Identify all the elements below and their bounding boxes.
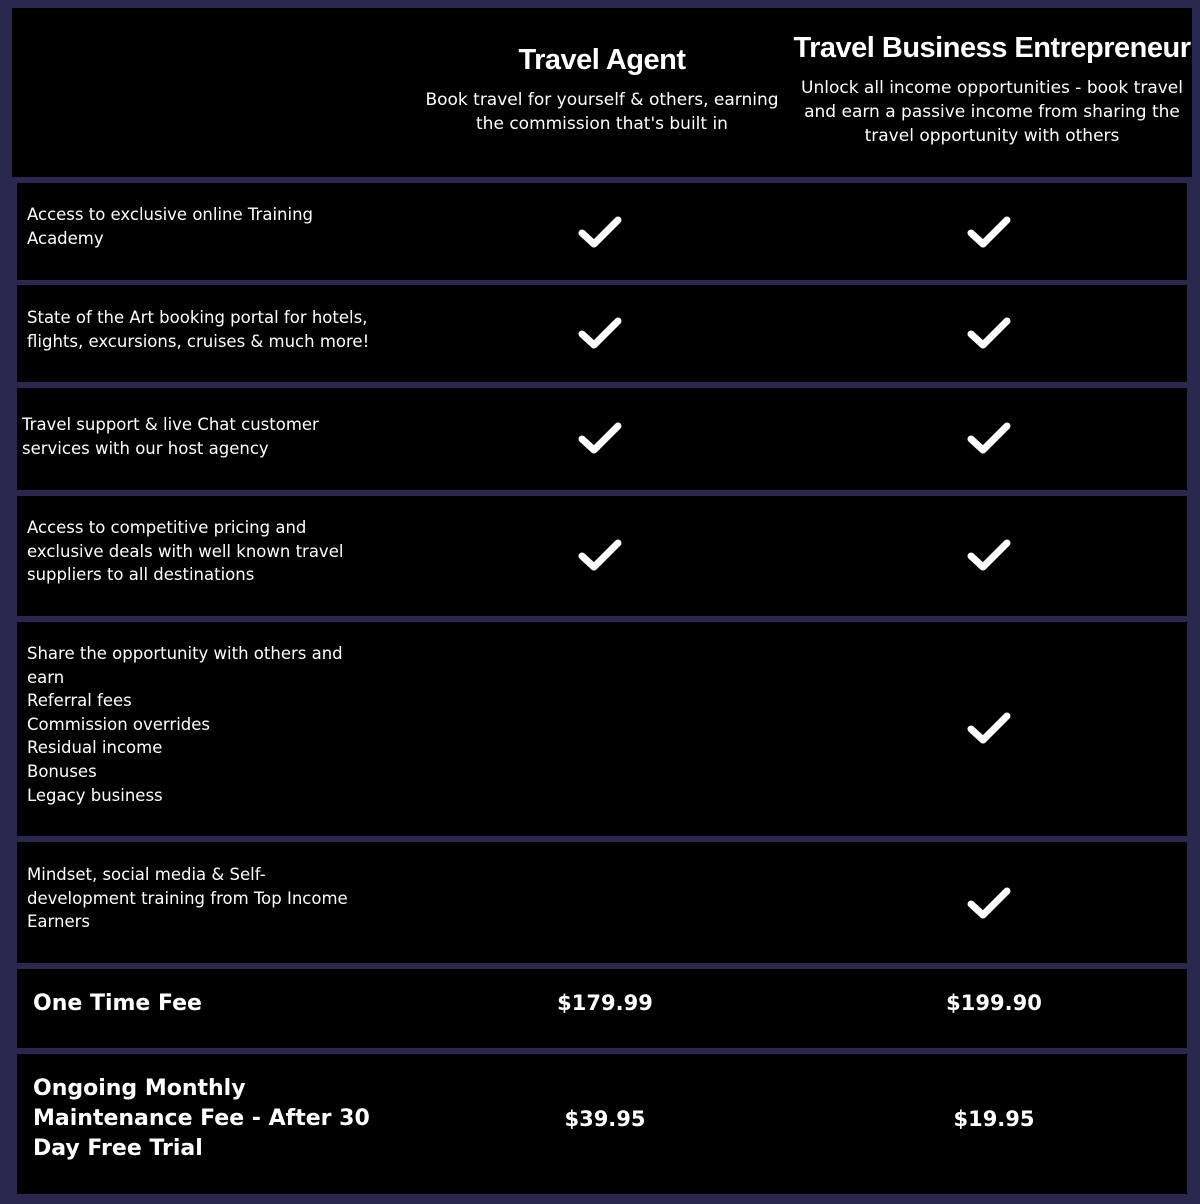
plan-title-travel-business-entrepreneur: Travel Business Entrepreneur — [793, 32, 1191, 64]
feature-label: Travel support & live Chat customer services with our host agency — [22, 415, 319, 458]
check-icon — [966, 710, 1012, 746]
feature-label: Access to competitive pricing and exclusive deals with well known travel suppliers to all destinations — [27, 518, 344, 585]
price-travel-business-entrepreneur: $19.95 — [953, 1107, 1035, 1131]
price-travel-agent: $39.95 — [564, 1107, 646, 1131]
plan-description-travel-business-entrepreneur: Unlock all income opportunities - book travel and earn a passive income from sharing the travel opportunity with others — [801, 78, 1183, 146]
fee-label: Ongoing Monthly Maintenance Fee - After 30 Day Free Trial — [33, 1076, 370, 1161]
feature-label: Share the opportunity with others and earn Referral fees Commission overrides Residual income Bonuses Legacy business — [27, 644, 343, 805]
fee-row-monthly-maintenance — [17, 1054, 1187, 1194]
plans-header — [12, 8, 1192, 177]
check-icon — [966, 537, 1012, 573]
feature-row-share-opportunity — [17, 622, 1187, 836]
fee-row-one-time — [17, 969, 1187, 1048]
feature-row-competitive-pricing — [17, 496, 1187, 616]
check-icon — [966, 214, 1012, 250]
feature-row-mindset-training — [17, 842, 1187, 963]
feature-label: Mindset, social media & Self- development training from Top Income Earners — [27, 865, 348, 932]
check-icon — [577, 214, 623, 250]
feature-row-booking-portal — [17, 285, 1187, 382]
feature-label: Access to exclusive online Training Academy — [27, 205, 314, 248]
check-icon — [966, 315, 1012, 351]
plan-title-travel-agent: Travel Agent — [518, 44, 686, 76]
check-icon — [577, 537, 623, 573]
feature-row-training-academy — [17, 183, 1187, 280]
price-travel-agent: $179.99 — [557, 991, 653, 1015]
check-icon — [966, 885, 1012, 921]
check-icon — [577, 315, 623, 351]
fee-label: One Time Fee — [33, 991, 202, 1016]
check-icon — [966, 420, 1012, 456]
check-icon — [577, 420, 623, 456]
price-travel-business-entrepreneur: $199.90 — [946, 991, 1042, 1015]
feature-label: State of the Art booking portal for hotels, flights, excursions, cruises & much more! — [27, 308, 370, 351]
feature-row-travel-support — [17, 388, 1187, 490]
plan-description-travel-agent: Book travel for yourself & others, earning the commission that's built in — [425, 90, 779, 134]
